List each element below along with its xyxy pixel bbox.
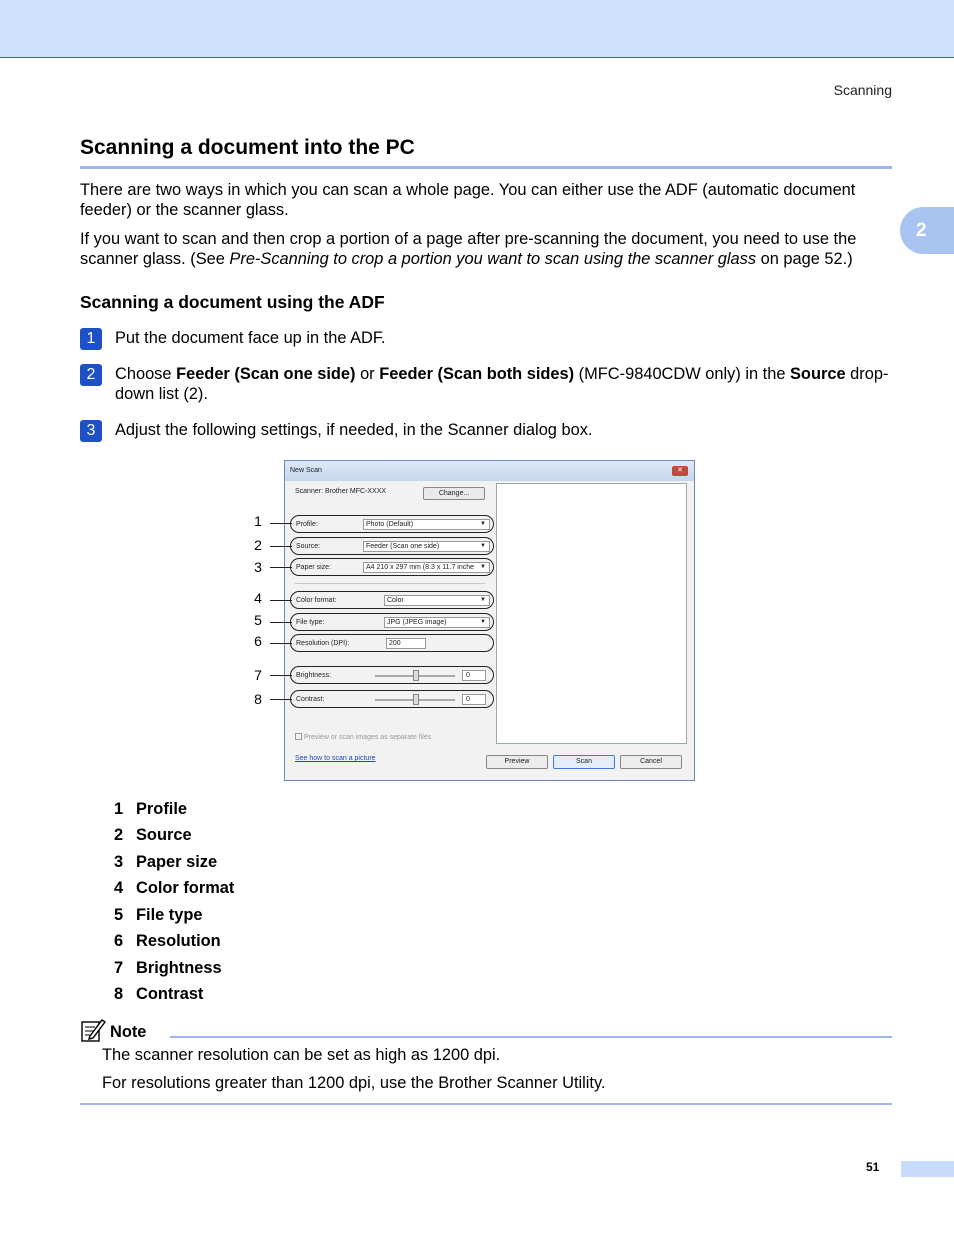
running-head: Scanning bbox=[833, 82, 892, 98]
legend-item bbox=[114, 853, 217, 872]
paper-size-value: A4 210 x 297 mm (8.3 x 11.7 inche bbox=[366, 564, 475, 571]
scan-button[interactable]: Scan bbox=[553, 755, 615, 769]
callout-line bbox=[270, 675, 292, 676]
callout-line bbox=[270, 699, 292, 700]
checkbox-icon bbox=[295, 733, 302, 740]
legend-item bbox=[114, 826, 192, 845]
change-button[interactable]: Change... bbox=[423, 487, 485, 500]
scanner-label: Scanner: Brother MFC-XXXX bbox=[295, 488, 387, 495]
contrast-value[interactable]: 0 bbox=[462, 694, 486, 705]
callout-6: 6 bbox=[254, 633, 262, 649]
profile-select[interactable] bbox=[363, 519, 490, 530]
legend-item bbox=[114, 959, 222, 978]
callout-5: 5 bbox=[254, 612, 262, 628]
paper-size-label: Paper size: bbox=[296, 564, 332, 571]
color-format-label: Color format: bbox=[296, 597, 337, 604]
source-row bbox=[290, 537, 494, 555]
feeder-one-side-term: Feeder (Scan one side) bbox=[176, 365, 356, 383]
resolution-row bbox=[290, 634, 494, 652]
step-1 bbox=[80, 328, 892, 348]
legend-number: 4 bbox=[114, 879, 124, 897]
callout-line bbox=[270, 567, 292, 568]
brightness-slider-handle[interactable] bbox=[413, 670, 419, 681]
color-format-select[interactable] bbox=[384, 595, 490, 606]
callout-3: 3 bbox=[254, 559, 262, 575]
profile-label: Profile: bbox=[296, 521, 318, 528]
paper-size-row bbox=[290, 558, 494, 576]
brightness-row bbox=[290, 666, 494, 684]
callout-2: 2 bbox=[254, 537, 262, 553]
paper-size-select[interactable] bbox=[363, 562, 490, 573]
file-type-row bbox=[290, 613, 494, 631]
step-number-icon: 1 bbox=[80, 328, 102, 350]
separate-files-checkbox[interactable] bbox=[295, 733, 431, 741]
page-number: 51 bbox=[866, 1160, 880, 1174]
brightness-value[interactable]: 0 bbox=[462, 670, 486, 681]
legend-number: 7 bbox=[114, 959, 124, 977]
step-2 bbox=[80, 364, 892, 404]
legend-item bbox=[114, 932, 221, 951]
subsection-title: Scanning a document using the ADF bbox=[80, 292, 385, 312]
step-text-part: Choose bbox=[115, 365, 177, 383]
resolution-label: Resolution (DPI): bbox=[296, 640, 350, 647]
legend-number: 3 bbox=[114, 853, 124, 871]
source-term: Source bbox=[790, 365, 846, 383]
intro-paragraph: There are two ways in which you can scan a whole page. You can either use the ADF (automatic document feeder) or the scanner glass. bbox=[80, 181, 856, 219]
legend-label: Profile bbox=[136, 800, 188, 818]
header-band bbox=[0, 0, 954, 58]
dialog-titlebar bbox=[285, 461, 694, 481]
legend-number: 8 bbox=[114, 985, 124, 1003]
note-line: For resolutions greater than 1200 dpi, use the Brother Scanner Utility. bbox=[102, 1074, 606, 1092]
resolution-value: 200 bbox=[389, 640, 401, 647]
file-type-select[interactable] bbox=[384, 617, 490, 628]
callout-line bbox=[270, 643, 292, 644]
crop-paragraph-start: If you want to scan and then crop a portion of a page after pre-scanning the document, you need to use the scanner glass. (See bbox=[80, 230, 857, 268]
legend-item bbox=[114, 879, 234, 898]
legend-label: Brightness bbox=[136, 959, 222, 977]
brightness-label: Brightness: bbox=[296, 672, 332, 679]
profile-value: Photo (Default) bbox=[366, 521, 414, 528]
page-number-tab bbox=[901, 1161, 954, 1177]
step-text: Put the document face up in the ADF. bbox=[115, 329, 386, 347]
callout-line bbox=[270, 546, 292, 547]
legend-label: Color format bbox=[136, 879, 235, 897]
step-number-icon: 2 bbox=[80, 364, 102, 386]
how-to-scan-link[interactable]: See how to scan a picture bbox=[295, 755, 376, 762]
source-label: Source: bbox=[296, 543, 321, 550]
step-3 bbox=[80, 420, 892, 440]
step-text bbox=[115, 364, 892, 404]
callout-line bbox=[270, 622, 292, 623]
crop-paragraph bbox=[80, 229, 892, 269]
legend-label: Source bbox=[136, 826, 192, 844]
profile-row bbox=[290, 515, 494, 533]
legend-label: Resolution bbox=[136, 932, 221, 950]
cross-reference-link[interactable]: Pre-Scanning to crop a portion you want to scan using the scanner glass bbox=[229, 250, 757, 268]
new-scan-dialog bbox=[284, 460, 695, 781]
source-select[interactable] bbox=[363, 541, 490, 552]
step-text-part: drop-down list (2). bbox=[115, 365, 889, 403]
chapter-tab: 2 bbox=[900, 207, 954, 254]
contrast-slider-handle[interactable] bbox=[413, 694, 419, 705]
color-format-row bbox=[290, 591, 494, 609]
separate-files-label: Preview or scan images as separate files bbox=[304, 734, 432, 741]
contrast-row bbox=[290, 690, 494, 708]
callout-4: 4 bbox=[254, 590, 262, 606]
legend-number: 6 bbox=[114, 932, 124, 950]
chevron-down-icon: ▼ bbox=[480, 619, 486, 625]
close-icon[interactable]: ✕ bbox=[672, 466, 688, 476]
title-rule bbox=[80, 166, 892, 169]
dialog-title: New Scan bbox=[290, 467, 322, 474]
crop-paragraph-end: on page 52.) bbox=[756, 250, 853, 268]
source-value: Feeder (Scan one side) bbox=[366, 543, 440, 550]
note-line: The scanner resolution can be set as high as 1200 dpi. bbox=[102, 1046, 501, 1064]
chevron-down-icon: ▼ bbox=[480, 543, 486, 549]
legend-label: Contrast bbox=[136, 985, 204, 1003]
callout-line bbox=[270, 600, 292, 601]
step-text: Adjust the following settings, if needed, in the Scanner dialog box. bbox=[115, 421, 593, 439]
file-type-value: JPG (JPEG image) bbox=[387, 619, 447, 626]
section-title: Scanning a document into the PC bbox=[80, 136, 415, 159]
callout-8: 8 bbox=[254, 691, 262, 707]
callout-1: 1 bbox=[254, 513, 262, 529]
contrast-label: Contrast: bbox=[296, 696, 325, 703]
resolution-stepper[interactable] bbox=[386, 638, 426, 649]
legend-item bbox=[114, 800, 187, 819]
preview-button[interactable]: Preview bbox=[486, 755, 548, 769]
note-end-rule bbox=[80, 1103, 892, 1105]
cancel-button[interactable]: Cancel bbox=[620, 755, 682, 769]
legend-label: Paper size bbox=[136, 853, 218, 871]
legend-number: 5 bbox=[114, 906, 124, 924]
legend-number: 2 bbox=[114, 826, 124, 844]
callout-line bbox=[270, 523, 292, 524]
callout-7: 7 bbox=[254, 667, 262, 683]
step-number-icon: 3 bbox=[80, 420, 102, 442]
note-pencil-icon bbox=[80, 1017, 106, 1043]
color-format-value: Color bbox=[387, 597, 404, 604]
chevron-down-icon: ▼ bbox=[480, 597, 486, 603]
chevron-down-icon: ▼ bbox=[480, 564, 486, 570]
step-text-part: or bbox=[355, 365, 380, 383]
legend-number: 1 bbox=[114, 800, 124, 818]
divider bbox=[295, 583, 485, 584]
note-title: Note bbox=[110, 1023, 147, 1041]
feeder-both-sides-term: Feeder (Scan both sides) bbox=[379, 365, 575, 383]
note-rule bbox=[170, 1036, 892, 1038]
legend-item bbox=[114, 906, 203, 925]
file-type-label: File type: bbox=[296, 619, 325, 626]
legend-item bbox=[114, 985, 203, 1004]
preview-pane bbox=[496, 483, 687, 744]
step-text-part: (MFC-9840CDW only) in the bbox=[574, 365, 790, 383]
chevron-down-icon: ▼ bbox=[480, 521, 486, 527]
legend-label: File type bbox=[136, 906, 203, 924]
